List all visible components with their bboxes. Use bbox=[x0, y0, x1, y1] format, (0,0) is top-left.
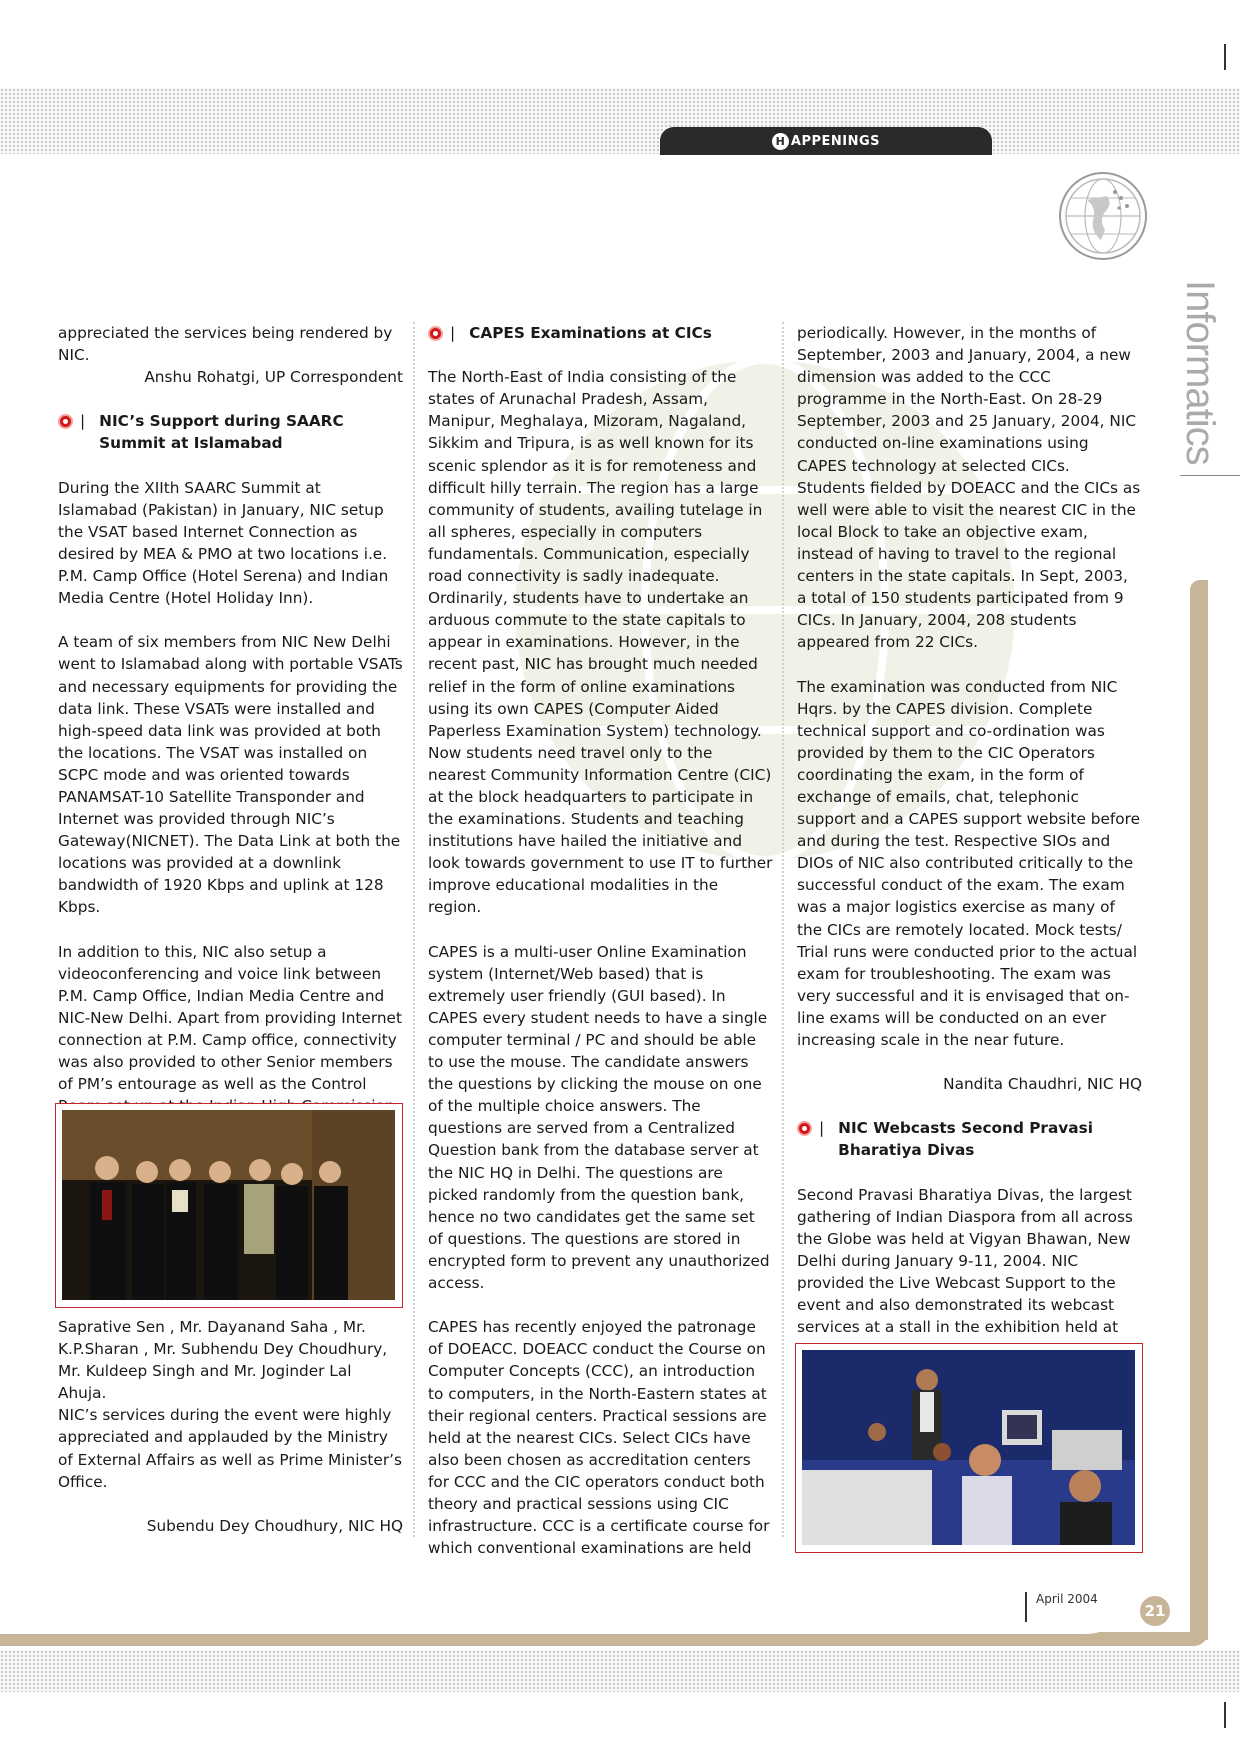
section-initial: H bbox=[772, 133, 789, 150]
section-tab bbox=[660, 127, 992, 155]
bottom-gold-border bbox=[0, 1632, 1208, 1646]
article-signature: Nandita Chaudhri, NIC HQ bbox=[943, 1075, 1142, 1094]
paragraph: In addition to this, NIC also setup a videoconferencing and voice link between P.M. Camp Office, Indian Media Centre and NIC-New Delhi. Apart from providing Internet connection at P.M. Camp office, connectivity was also provided to other Senior members of PM’s entourage as well as the Control bbox=[58, 942, 402, 1094]
paragraph: Saprative Sen , Mr. Dayanand Saha , Mr. K.P.Sharan , Mr. Subhendu Dey Choudhury, Mr. Kuldeep Singh and Mr. Joginder Lal Ahuja. bbox=[58, 1318, 388, 1403]
heading-text: CAPES Examinations at CICs bbox=[469, 324, 712, 342]
paragraph: During the XIIth SAARC Summit at Islamabad (Pakistan) in January, NIC setup the VSAT based Internet Connection as desired by MEA & PMO at two locations i.e. P.M. Camp Office (Hotel Serena) and Indian Media Centre (Hotel Holiday Inn). bbox=[58, 478, 389, 608]
bullet-icon bbox=[428, 326, 443, 341]
column-middle bbox=[428, 322, 773, 1581]
column-left bbox=[58, 322, 403, 1139]
page-number: 21 bbox=[1140, 1596, 1170, 1626]
section-label: APPENINGS bbox=[790, 133, 881, 149]
side-rule bbox=[1180, 475, 1240, 476]
paragraph: CAPES has recently enjoyed the patronage of DOEACC. DOEACC conduct the Course on Computer Concepts (CCC), an introduction to computers, in the North-Eastern states at their regional centers. Practical sessions are held at the nearest CICs. Select CICs have also been chosen as accreditation centers for CCC and the CIC operators conduct both theory and practical sessions using CIC infrastructure. CCC is a certificate course for which conventional examinations are held bbox=[428, 1318, 770, 1558]
heading-text: NIC’s Support during SAARC Summit at Islamabad bbox=[99, 412, 344, 453]
webcast-photo-image bbox=[802, 1350, 1135, 1545]
article-heading-saarc: | NIC’s Support during SAARC Summit at Islamabad bbox=[58, 410, 403, 454]
paragraph: A team of six members from NIC New Delhi went to Islamabad along with portable VSATs and necessary equipments for providing the data link. These VSATs were installed and high-speed data link was provided at both the locations. The VSAT was installed on SCPC mode and was oriented towards PANAMSAT-10 Satellite Transponder and Internet was provided through NIC’s Gateway(NICNET). The Data Link at both the locations was provided at a downlink bandwidth of 1920 Kbps and uplink at 128 Kbps. bbox=[58, 633, 403, 917]
article-heading-webcast: | NIC Webcasts Second Pravasi Bharatiya Divas bbox=[797, 1117, 1142, 1161]
paragraph: NIC’s services during the event were highly appreciated and applauded by the Ministry of External Affairs as well as Prime Minister’s Office. bbox=[58, 1406, 402, 1491]
article-heading-capes: | CAPES Examinations at CICs bbox=[428, 322, 773, 344]
team-photo bbox=[55, 1103, 403, 1308]
magazine-title: Informatics bbox=[1178, 280, 1222, 465]
webcast-photo bbox=[795, 1343, 1143, 1553]
bullet-icon bbox=[797, 1121, 812, 1136]
intro-signature: Anshu Rohatgi, UP Correspondent bbox=[144, 368, 403, 387]
paragraph: CAPES is a multi-user Online Examination system (Internet/Web based) that is extremely user friendly (GUI based). In CAPES every student needs to have a single computer terminal / PC and should be able to use the mouse. The candidate answers the questions by clicking the mouse on one of the multiple choice answers. The questions are served from a Centralized Question bank from the database server at the NIC HQ in Delhi. The questions are picked randomly from the question bank, hence no two candidates get the same set of questions. The questions are stored in encrypted form to prevent any unauthorized access. bbox=[428, 942, 770, 1293]
header-dot-band bbox=[0, 88, 1240, 154]
article-signature: Subendu Dey Choudhury, NIC HQ bbox=[146, 1516, 403, 1535]
intro-text: appreciated the services being rendered by NIC. bbox=[58, 324, 393, 365]
paragraph: periodically. However, in the months of September, 2003 and January, 2004, a new dimension was added to the CCC programme in the North-East. On 28-29 September, 2003 and 25 January, 2004, NIC conducted on-line examinations using CAPES technology at selected CICs. Students fielded by DOEACC and the CICs as well were able to visit the nearest CIC in the local Block to take an objective exam, instead of having to travel to the regional centers in the state capitals. In Sept, 2003, a total of 150 students participated from 9 CICs. In January, 2004, 208 students appeared from 22 CICs. bbox=[797, 324, 1141, 652]
column-right bbox=[797, 322, 1142, 1360]
bullet-icon bbox=[58, 414, 73, 429]
heading-text: NIC Webcasts Second Pravasi Bharatiya Divas bbox=[838, 1119, 1093, 1160]
paragraph: The examination was conducted from NIC Hqrs. by the CAPES division. Complete technical support and co-ordination was provided by them to the CIC Operators coordinating the exam, in the form of exchange of emails, chat, telephonic support and a CAPES support website before and during the test. Respective SIOs and DIOs of NIC also contributed critically to the successful conduct of the exam. The exam was a major logistics exercise as many of the CICs are remotely located. Mock tests/ Trial runs were conducted prior to the actual exam for troubleshooting. The exam was very successful and it is envisaged that on-line exams will be conducted on an ever increasing scale in the near future. bbox=[797, 677, 1141, 1049]
column-left-continued bbox=[58, 1316, 403, 1559]
footer-dot-band bbox=[0, 1650, 1240, 1692]
right-gold-border bbox=[1190, 580, 1208, 1640]
globe-logo-icon bbox=[1057, 170, 1149, 262]
column-divider-1 bbox=[413, 322, 415, 1537]
column-divider-2 bbox=[782, 322, 784, 1537]
crop-mark-bottom bbox=[1224, 1702, 1226, 1728]
paragraph: Second Pravasi Bharatiya Divas, the largest gathering of Indian Diaspora from all across the Globe was held at Vigyan Bhawan, New Delhi during January 9-11, 2004. NIC provided the Live Webcast Support to the event and also demonstrated its webcast services at a stall in the exhibition held at bbox=[797, 1185, 1133, 1337]
footer-separator bbox=[1025, 1592, 1027, 1622]
issue-date: April 2004 bbox=[1036, 1592, 1098, 1606]
team-photo-image bbox=[62, 1110, 395, 1300]
paragraph: The North-East of India consisting of the states of Arunachal Pradesh, Assam, Manipur, Meghalaya, Mizoram, Nagaland, Sikkim and Tripura, is as well known for its scenic splendor as it is for remoteness and difficult hilly terrain. The region has a large community of students, availing tutelage in all spheres, especially in computers fundamentals. Communication, especially road connectivity is sadly inadequate. Ordinarily, students have to undertake an arduous commute to the state capitals to appear in examinations. However, in the recent past, NIC has brought much needed relief in the form of online examinations using its own CAPES (Computer Aided Paperless Examination System) technology. Now students need travel only to the nearest Community Information Centre (CIC) at the block headquarters to participate in the examinations. Students and teaching institutions have hailed the initiative and look towards government to use IT to further improve educational modalities in the region. bbox=[428, 368, 773, 917]
crop-mark-top bbox=[1224, 44, 1226, 70]
